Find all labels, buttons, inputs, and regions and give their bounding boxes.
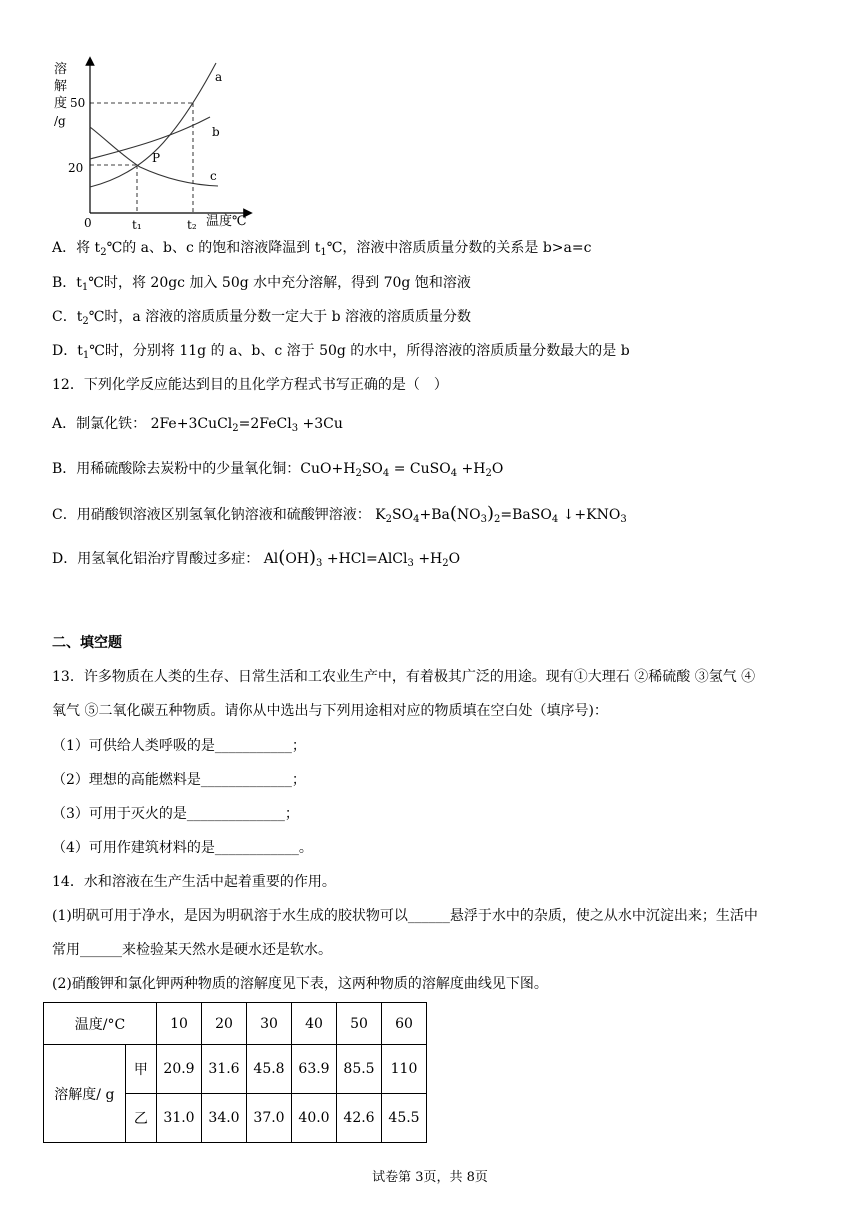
y-label-4: /g (54, 114, 66, 128)
q11-option-d: D．$t_1℃$时，分别将 11g 的 a、b、c 溶于 50g 的水中，所得溶液的溶质质量分数最大的是 b (52, 343, 630, 361)
table-header-solubility: 溶解度/ g (44, 1045, 126, 1143)
y-tick-20: 20 (68, 161, 84, 175)
q14-part-2: (2)硝酸钾和氯化钾两种物质的溶解度见下表，这两种物质的溶解度曲线见下图。 (52, 976, 548, 992)
table-header-temp: 温度/°C (44, 1003, 157, 1045)
y-tick-50: 50 (70, 96, 86, 110)
q14-stem: 14．水和溶液在生产生活中起着重要的作用。 (52, 874, 336, 890)
table-cell: 37.0 (247, 1094, 292, 1143)
q12-option-c: C．用硝酸钡溶液区别氢氧化钠溶液和硫酸钾溶液： $K_2SO_4+Ba(NO_3)_2=BaSO_4$ $↓+KNO_3$ (52, 503, 627, 525)
q14-part-1-line-1: (1)明矾可用于净水，是因为明矾溶于水生成的胶状物可以______悬浮于水中的杂质，使之从水中沉淀出来；生活中 (52, 908, 758, 924)
q12-stem: 12．下列化学反应能达到目的且化学方程式书写正确的是（ ） (52, 377, 448, 393)
table-cell: 40.0 (292, 1094, 337, 1143)
q11-option-b: B．$t_1℃$时，将 20gc 加入 50g 水中充分溶解，得到 70g 饱和溶液 (52, 275, 471, 293)
y-label-2: 解 (54, 79, 68, 94)
solubility-chart (48, 55, 258, 235)
q12-option-d: D．用氢氧化铝治疗胃酸过多症： $Al(OH)_3$ +HCl=AlCl$_3$ $+H_2O$ (52, 547, 461, 569)
table-row-name: 乙 (125, 1094, 156, 1143)
curve-a (90, 63, 216, 187)
table-temp-cell: 10 (157, 1003, 202, 1045)
curve-label-b: b (212, 125, 220, 139)
x-label: 温度℃ (206, 214, 247, 229)
x-tick-t1: t₁ (132, 218, 142, 232)
table-temp-cell: 20 (202, 1003, 247, 1045)
table-cell: 34.0 (202, 1094, 247, 1143)
table-temp-cell: 50 (337, 1003, 382, 1045)
section-heading: 二、填空题 (52, 635, 122, 651)
y-label-3: 度 (54, 96, 68, 111)
page-footer: 试卷第 3页，共 8页 (372, 1170, 488, 1185)
q11-option-c: C．$t_2℃$时，a 溶液的溶质质量分数一定大于 b 溶液的溶质质量分数 (52, 309, 472, 327)
q13-sub-3: （3）可用于灭火的是______________； (52, 806, 299, 822)
q13-line-1: 13．许多物质在人类的生存、日常生活和工农业生产中，有着极其广泛的用途。现有①大理石 ②稀硫酸 ③氢气 ④ (52, 669, 756, 685)
curve-label-c: c (210, 169, 217, 183)
q11-option-a: A．将 $t_2℃$的 a、b、c 的饱和溶液降温到 $t_1℃$，溶液中溶质质量分数的关系是 b>a=c (52, 240, 592, 258)
q12-option-b: B．用稀硫酸除去炭粉中的少量氧化铜：$CuO+H_2SO_4$ = CuSO$_4$ $+H_2O$ (52, 461, 504, 479)
table-temp-cell: 30 (247, 1003, 292, 1045)
table-cell: 31.6 (202, 1045, 247, 1094)
table-cell: 63.9 (292, 1045, 337, 1094)
curve-b (90, 117, 210, 159)
q13-line-2: 氧气 ⑤二氧化碳五种物质。请你从中选出与下列用途相对应的物质填在空白处（填序号)： (52, 703, 608, 719)
curve-label-a: a (215, 70, 223, 84)
table-temp-cell: 40 (292, 1003, 337, 1045)
q13-sub-2: （2）理想的高能燃料是_____________； (52, 772, 306, 788)
q13-sub-4: （4）可用作建筑材料的是____________。 (52, 840, 313, 856)
table-cell: 31.0 (157, 1094, 202, 1143)
table-cell: 42.6 (337, 1094, 382, 1143)
solubility-table (43, 1002, 427, 1143)
x-tick-t2: t₂ (187, 218, 197, 232)
y-label-1: 溶 (54, 62, 68, 77)
table-cell: 110 (382, 1045, 427, 1094)
table-row-name: 甲 (125, 1045, 156, 1094)
q12-option-a: A．制氯化铁： 2Fe+3CuCl$_2$=2FeCl$_3$ +3Cu (52, 416, 343, 434)
point-label-p: P (152, 151, 161, 165)
table-cell: 85.5 (337, 1045, 382, 1094)
x-tick-0: 0 (84, 216, 92, 230)
q14-part-1-line-2: 常用______来检验某天然水是硬水还是软水。 (52, 942, 332, 958)
table-cell: 45.5 (382, 1094, 427, 1143)
q13-sub-1: （1）可供给人类呼吸的是___________； (52, 738, 306, 754)
table-cell: 45.8 (247, 1045, 292, 1094)
table-temp-cell: 60 (382, 1003, 427, 1045)
table-cell: 20.9 (157, 1045, 202, 1094)
